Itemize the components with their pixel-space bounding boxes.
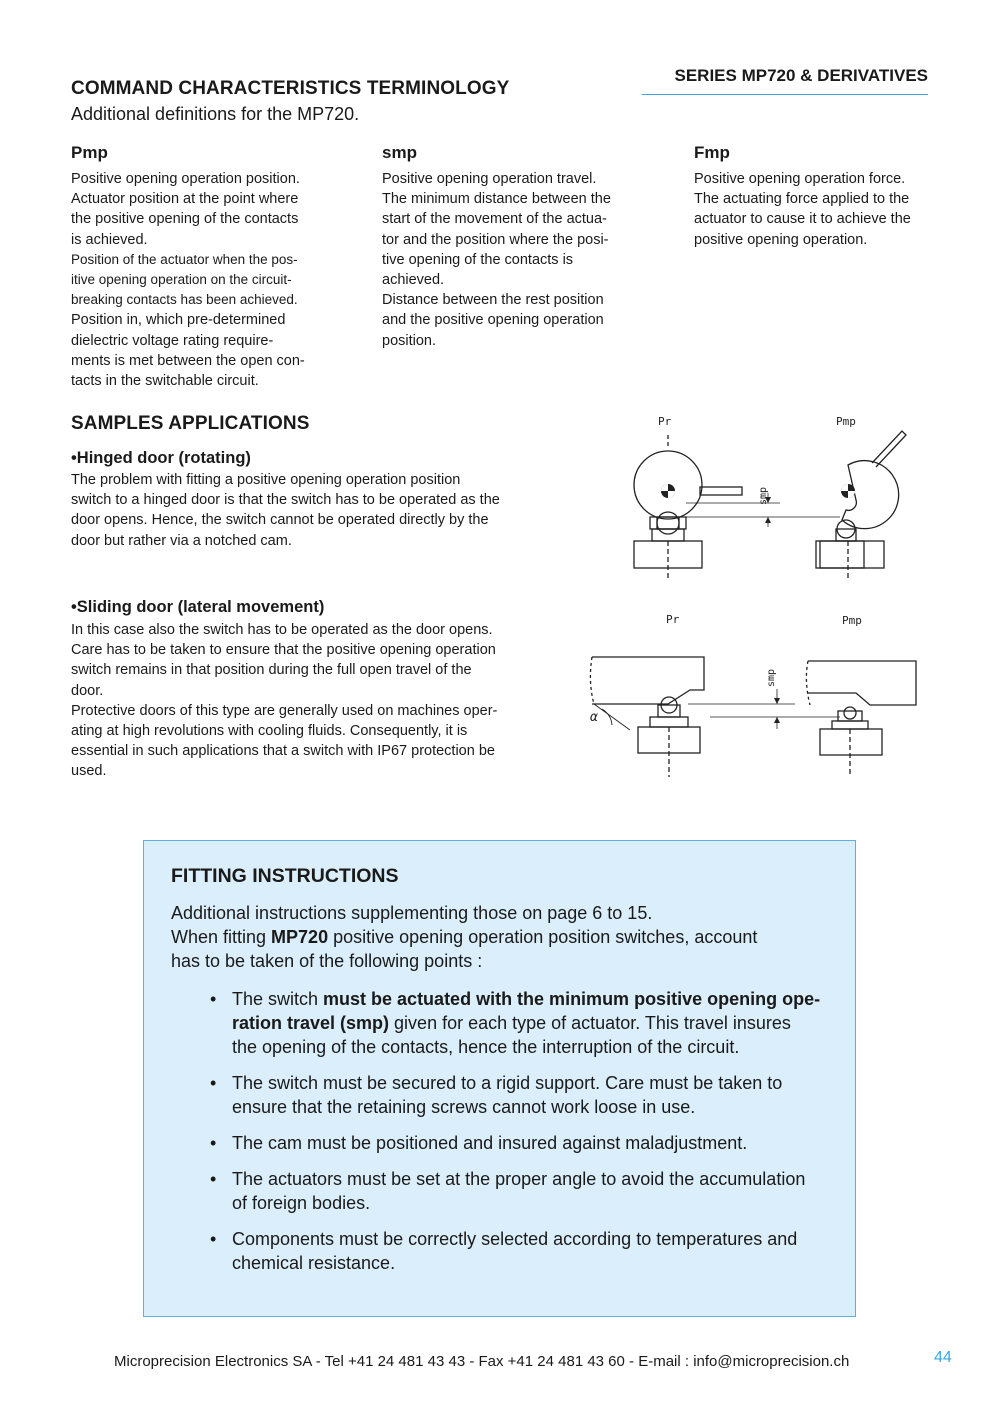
diagram-label-pr: Pr — [658, 415, 672, 428]
product-name: MP720 — [271, 927, 329, 947]
text-line: used. — [71, 763, 107, 780]
text-line: switch to a hinged door is that the switch has to be operated as the — [71, 492, 500, 509]
text-line: tor and the position where the posi- — [382, 231, 609, 248]
diagram-label-smp: smp — [766, 668, 777, 687]
text-line: tive opening of the contacts is — [382, 251, 574, 268]
hinged-door-diagram — [590, 405, 920, 580]
text-line: Positive opening operation travel. — [382, 171, 597, 187]
text-line: essential in such applications that a switch with IP67 protection be — [71, 743, 495, 760]
text-line: tacts in the switchable circuit. — [71, 373, 259, 390]
intro-text: positive opening operation position switches, account — [328, 927, 758, 947]
intro-text: When fitting — [171, 927, 272, 947]
text-line: position. — [382, 332, 437, 349]
text-line: switch remains in that position during the full open travel of the — [71, 662, 472, 679]
bullet-icon: • — [210, 1229, 217, 1249]
bullet-icon: • — [210, 1169, 217, 1189]
diagram-label-alpha: α — [590, 710, 598, 725]
text-line: Actuator position at the point where — [71, 191, 299, 208]
text-line: The minimum distance between the — [382, 191, 611, 208]
text-line: Positive opening operation force. — [694, 171, 906, 187]
text-line: start of the movement of the actua- — [382, 211, 607, 228]
text-line: door opens. Hence, the switch cannot be operated directly by the — [71, 512, 489, 529]
page-number: 44 — [934, 1349, 952, 1366]
hinged-door-heading: •Hinged door (rotating) — [71, 449, 251, 467]
text-line: ating at high revolutions with cooling fluids. Consequently, it is — [71, 723, 468, 740]
text-line: actuator to cause it to achieve the — [694, 211, 911, 228]
sliding-door-heading: •Sliding door (lateral movement) — [71, 598, 325, 616]
text-line: The actuating force applied to the — [694, 191, 910, 208]
text-line: Position of the actuator when the pos- — [71, 251, 298, 267]
text-line: Positive opening operation position. — [71, 171, 300, 187]
diagram-label-pr: Pr — [666, 613, 680, 626]
text-line: The problem with fitting a positive opening operation position — [71, 472, 461, 488]
footer-contact: Microprecision Electronics SA - Tel +41 24 481 43 43 - Fax +41 24 481 43 60 - E-mail : info@microprecision.ch — [114, 1353, 850, 1370]
intro-line: has to be taken of the following points : — [171, 951, 483, 971]
fmp-heading: Fmp — [694, 143, 730, 162]
fitting-title: FITTING INSTRUCTIONS — [171, 865, 399, 887]
list-item: • The actuators must be set at the proper angle to avoid the accumulation of foreign bodies. — [210, 1169, 806, 1213]
list-item: • Components must be correctly selected according to temperatures and chemical resistance. — [210, 1229, 798, 1273]
diagram-label-smp: smp — [758, 486, 769, 505]
text-line: breaking contacts has been achieved. — [71, 292, 298, 308]
smp-definition — [382, 169, 641, 351]
text-line: achieved. — [382, 272, 445, 289]
text-line: the positive opening of the contacts — [71, 211, 299, 228]
list-item: • The switch must be actuated with the minimum positive opening ope- ration travel (smp) given for each type of actuator. This travel insures the opening of the contacts, hence the interruption of the circuit. — [210, 989, 821, 1057]
bullet-icon: • — [210, 1133, 217, 1153]
sliding-door-diagram — [580, 605, 920, 780]
bullet-icon: • — [210, 989, 217, 1009]
fitting-points-list — [204, 987, 844, 1287]
text-line: door but rather via a notched cam. — [71, 532, 292, 549]
text-line: ments is met between the open con- — [71, 352, 305, 369]
text-line: Protective doors of this type are generally used on machines oper- — [71, 702, 498, 719]
text-line: Distance between the rest position — [382, 292, 604, 309]
terminology-subtitle: Additional definitions for the MP720. — [71, 104, 360, 124]
pmp-definition — [71, 169, 330, 391]
text-line: dielectric voltage rating require- — [71, 332, 274, 349]
series-header: SERIES MP720 & DERIVATIVES — [642, 66, 928, 95]
sliding-door-text — [71, 620, 549, 782]
pmp-heading: Pmp — [71, 143, 108, 162]
text-line: positive opening operation. — [694, 231, 868, 248]
text-line: Position in, which pre-determined — [71, 312, 286, 329]
text-line: door. — [71, 682, 104, 699]
text-line: In this case also the switch has to be operated as the door opens. — [71, 622, 493, 638]
hinged-door-text — [71, 470, 549, 551]
text-line: and the positive opening operation — [382, 312, 604, 329]
fitting-intro — [171, 901, 836, 973]
diagram-label-pmp: Pmp — [836, 415, 856, 428]
text-line: itive opening operation on the circuit- — [71, 272, 292, 288]
fitting-instructions-box — [143, 840, 856, 1317]
list-item: • The switch must be secured to a rigid support. Care must be taken to ensure that the retaining screws cannot work loose in use. — [210, 1073, 783, 1117]
intro-line — [171, 925, 836, 949]
diagram-label-pmp: Pmp — [842, 614, 862, 627]
text-line: is achieved. — [71, 231, 148, 248]
smp-heading: smp — [382, 143, 417, 162]
terminology-title: COMMAND CHARACTERISTICS TERMINOLOGY — [71, 78, 510, 99]
text-line: Care has to be taken to ensure that the positive opening operation — [71, 642, 496, 659]
samples-title: SAMPLES APPLICATIONS — [71, 413, 310, 434]
intro-line: Additional instructions supplementing those on page 6 to 15. — [171, 903, 653, 923]
fmp-definition — [694, 169, 953, 250]
bullet-icon: • — [210, 1073, 217, 1093]
list-item: • The cam must be positioned and insured against maladjustment. — [210, 1133, 748, 1153]
